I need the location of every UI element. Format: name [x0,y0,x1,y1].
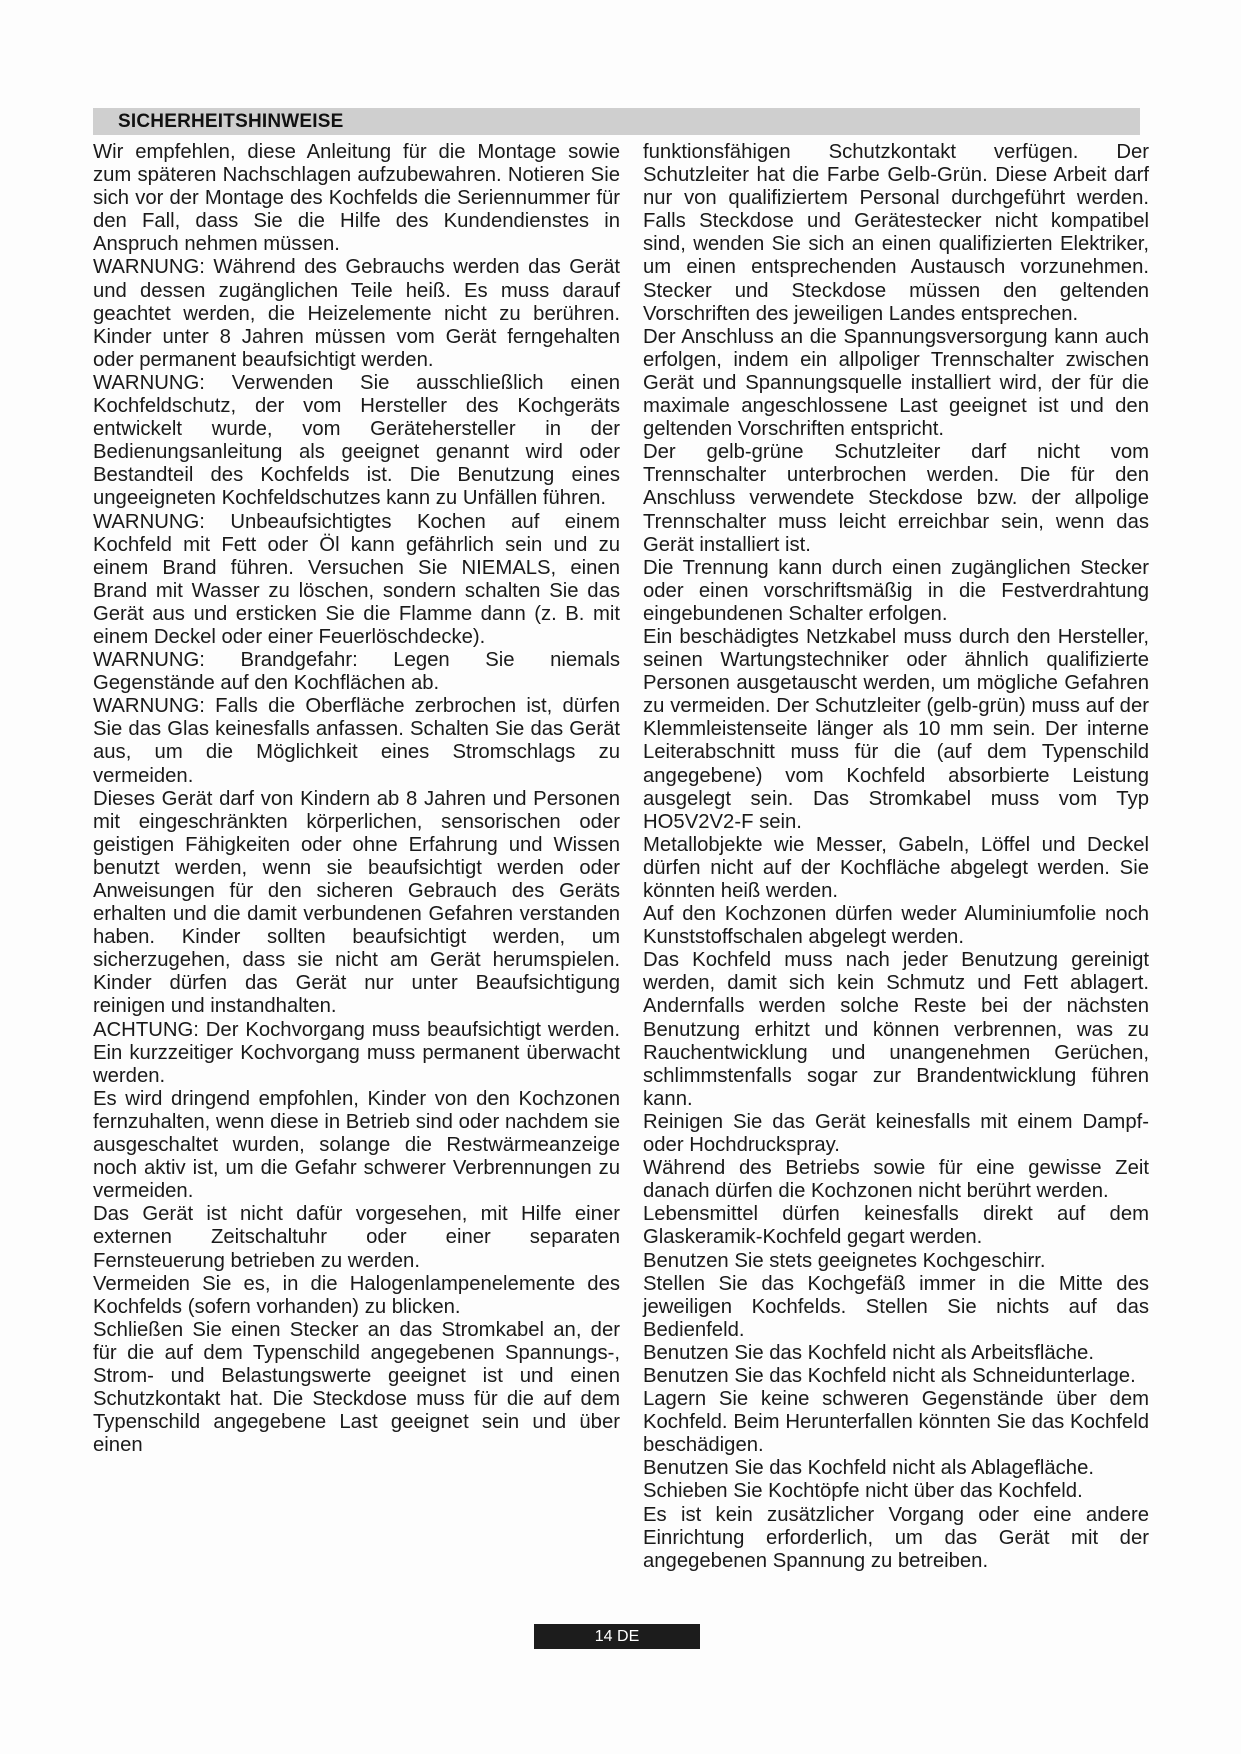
paragraph: Ein beschädigtes Netzkabel muss durch den Hersteller, seinen Wartungstechniker oder ähnlich qualifizierte Personen ausgetauscht werden, um mögliche Gefahren zu vermeiden. Der Schutzleiter (gelb-grün) muss auf der Klemmleistenseite länger als 10 mm sein. Der interne Leiterabschnitt muss für die (auf dem Typenschild angegebene) vom Kochfeld absorbierte Leistung ausgelegt sein. Das Stromkabel muss vom Typ HO5V2V2-F sein. [643,625,1149,833]
paragraph: Der Anschluss an die Spannungsversorgung kann auch erfolgen, indem ein allpoliger Trennschalter zwischen Gerät und Spannungsquelle installiert wird, der für die maximale angeschlossene Last geeignet ist und den geltenden Vorschriften entspricht. [643,325,1149,441]
paragraph: WARNUNG: Falls die Oberfläche zerbrochen ist, dürfen Sie das Glas keinesfalls anfassen. Schalten Sie das Gerät aus, um die Möglichkeit eines Stromschlags zu vermeiden. [93,695,620,787]
page-number: 14 DE [594,1628,640,1645]
paragraph: WARNUNG: Unbeaufsichtigtes Kochen auf einem Kochfeld mit Fett oder Öl kann gefährlich sein und zu einem Brand führen. Versuchen Sie NIEMALS, einen Brand mit Wasser zu löschen, sondern schalten Sie das Gerät aus und ersticken Sie die Flamme dann (z. B. mit einem Deckel oder einer Feuerlöschdecke). [93,510,620,648]
paragraph: Stellen Sie das Kochgefäß immer in die Mitte des jeweiligen Kochfelds. Stellen Sie nichts auf das Bedienfeld. [643,1272,1149,1341]
paragraph: WARNUNG: Während des Gebrauchs werden das Gerät und dessen zugänglichen Teile heiß. Es muss darauf geachtet werden, die Heizelemente nicht zu berühren. Kinder unter 8 Jahren müssen vom Gerät ferngehalten oder permanent beaufsichtigt werden. [93,256,620,371]
paragraph: Der gelb-grüne Schutzleiter darf nicht vom Trennschalter unterbrochen werden. Die für den Anschluss verwendete Steckdose bzw. der allpolige Trennschalter muss leicht erreichbar sein, wenn das Gerät installiert ist. [643,441,1149,556]
paragraph: WARNUNG: Brandgefahr: Legen Sie niemals Gegenstände auf den Kochflächen ab. [93,649,620,695]
section-title: SICHERHEITSHINWEISE [118,111,344,132]
paragraph: Lebensmittel dürfen keinesfalls direkt auf dem Glaskeramik-Kochfeld gegart werden. [643,1203,1149,1249]
paragraph: Metallobjekte wie Messer, Gabeln, Löffel und Deckel dürfen nicht auf der Kochfläche abgelegt werden. Sie könnten heiß werden. [643,833,1149,902]
paragraph: Auf den Kochzonen dürfen weder Aluminiumfolie noch Kunststoffschalen abgelegt werden. [643,903,1149,949]
paragraph: Es ist kein zusätzlicher Vorgang oder eine andere Einrichtung erforderlich, um das Gerät mit der angegebenen Spannung zu betreiben. [643,1503,1149,1572]
paragraph: Vermeiden Sie es, in die Halogenlampenelemente des Kochfelds (sofern vorhanden) zu blicken. [93,1272,620,1318]
paragraph: Wir empfehlen, diese Anleitung für die Montage sowie zum späteren Nachschlagen aufzubewahren. Notieren Sie sich vor der Montage des Kochfelds die Seriennummer für den Fall, dass Sie die Hilfe des Kundendienstes in Anspruch nehmen müssen. [93,141,620,256]
paragraph: Es wird dringend empfohlen, Kinder von den Kochzonen fernzuhalten, wenn diese in Betrieb sind oder nachdem sie ausgeschaltet wurden, solange die Restwärmeanzeige noch aktiv ist, um die Gefahr schwerer Verbrennungen zu vermeiden. [93,1087,620,1203]
left-column [93,141,620,1457]
paragraph: Das Kochfeld muss nach jeder Benutzung gereinigt werden, damit sich kein Schmutz und Fett ablagert. Andernfalls werden solche Reste bei der nächsten Benutzung erhitzt und können verbrennen, was zu Rauchentwicklung und unangenehmen Gerüchen, schlimmstenfalls sogar zur Brandentwicklung führen kann. [643,949,1149,1110]
paragraph: funktionsfähigen Schutzkontakt verfügen. Der Schutzleiter hat die Farbe Gelb-Grün. Diese Arbeit darf nur von qualifiziertem Personal durchgeführt werden. Falls Steckdose und Gerätestecker nicht kompatibel sind, wenden Sie sich an einen qualifizierten Elektriker, um einen entsprechenden Austausch vorzunehmen. Stecker und Steckdose müssen den geltenden Vorschriften des jeweiligen Landes entsprechen. [643,141,1149,325]
paragraph: Reinigen Sie das Gerät keinesfalls mit einem Dampf- oder Hochdruckspray. [643,1110,1149,1157]
paragraph: Benutzen Sie das Kochfeld nicht als Ablagefläche. [643,1457,1094,1480]
right-column [643,141,1149,1573]
paragraph: Das Gerät ist nicht dafür vorgesehen, mit Hilfe einer externen Zeitschaltuhr oder einer separaten Fernsteuerung betrieben zu werden. [93,1203,620,1272]
page-number-bar [534,1624,700,1649]
paragraph: Benutzen Sie stets geeignetes Kochgeschirr. [643,1249,1046,1272]
section-header-bar [93,108,1140,135]
paragraph: Benutzen Sie das Kochfeld nicht als Arbeitsfläche. [643,1341,1094,1364]
paragraph: Während des Betriebs sowie für eine gewisse Zeit danach dürfen die Kochzonen nicht berührt werden. [643,1157,1149,1203]
paragraph: Die Trennung kann durch einen zugänglichen Stecker oder einen vorschriftsmäßig in die Festverdrahtung eingebundenen Schalter erfolgen. [643,556,1149,625]
paragraph: Lagern Sie keine schweren Gegenstände über dem Kochfeld. Beim Herunterfallen könnten Sie das Kochfeld beschädigen. [643,1388,1149,1457]
paragraph: Benutzen Sie das Kochfeld nicht als Schneidunterlage. [643,1364,1136,1387]
paragraph: ACHTUNG: Der Kochvorgang muss beaufsichtigt werden. Ein kurzzeitiger Kochvorgang muss permanent überwacht werden. [93,1018,620,1087]
paragraph: WARNUNG: Verwenden Sie ausschließlich einen Kochfeldschutz, der vom Hersteller des Kochgeräts entwickelt wurde, vom Gerätehersteller in der Bedienungsanleitung als geeignet genannt wird oder Bestandteil des Kochfelds ist. Die Benutzung eines ungeeigneten Kochfeldschutzes kann zu Unfällen führen. [93,371,620,510]
paragraph: Schieben Sie Kochtöpfe nicht über das Kochfeld. [643,1480,1083,1503]
paragraph: Schließen Sie einen Stecker an das Stromkabel an, der für die auf dem Typenschild angegebenen Spannungs-, Strom- und Belastungswerte geeignet ist und einen Schutzkontakt hat. Die Steckdose muss für die auf dem Typenschild angegebene Last geeignet sein und über einen [93,1318,620,1457]
paragraph: Dieses Gerät darf von Kindern ab 8 Jahren und Personen mit eingeschränkten körperlichen, sensorischen oder geistigen Fähigkeiten oder ohne Erfahrung und Wissen benutzt werden, wenn sie beaufsichtigt werden oder Anweisungen für den sicheren Gebrauch des Geräts erhalten und die damit verbundenen Gefahren verstanden haben. Kinder sollten beaufsichtigt werden, um sicherzugehen, dass sie nicht am Gerät herumspielen. Kinder dürfen das Gerät nur unter Beaufsichtigung reinigen und instandhalten. [93,787,620,1018]
